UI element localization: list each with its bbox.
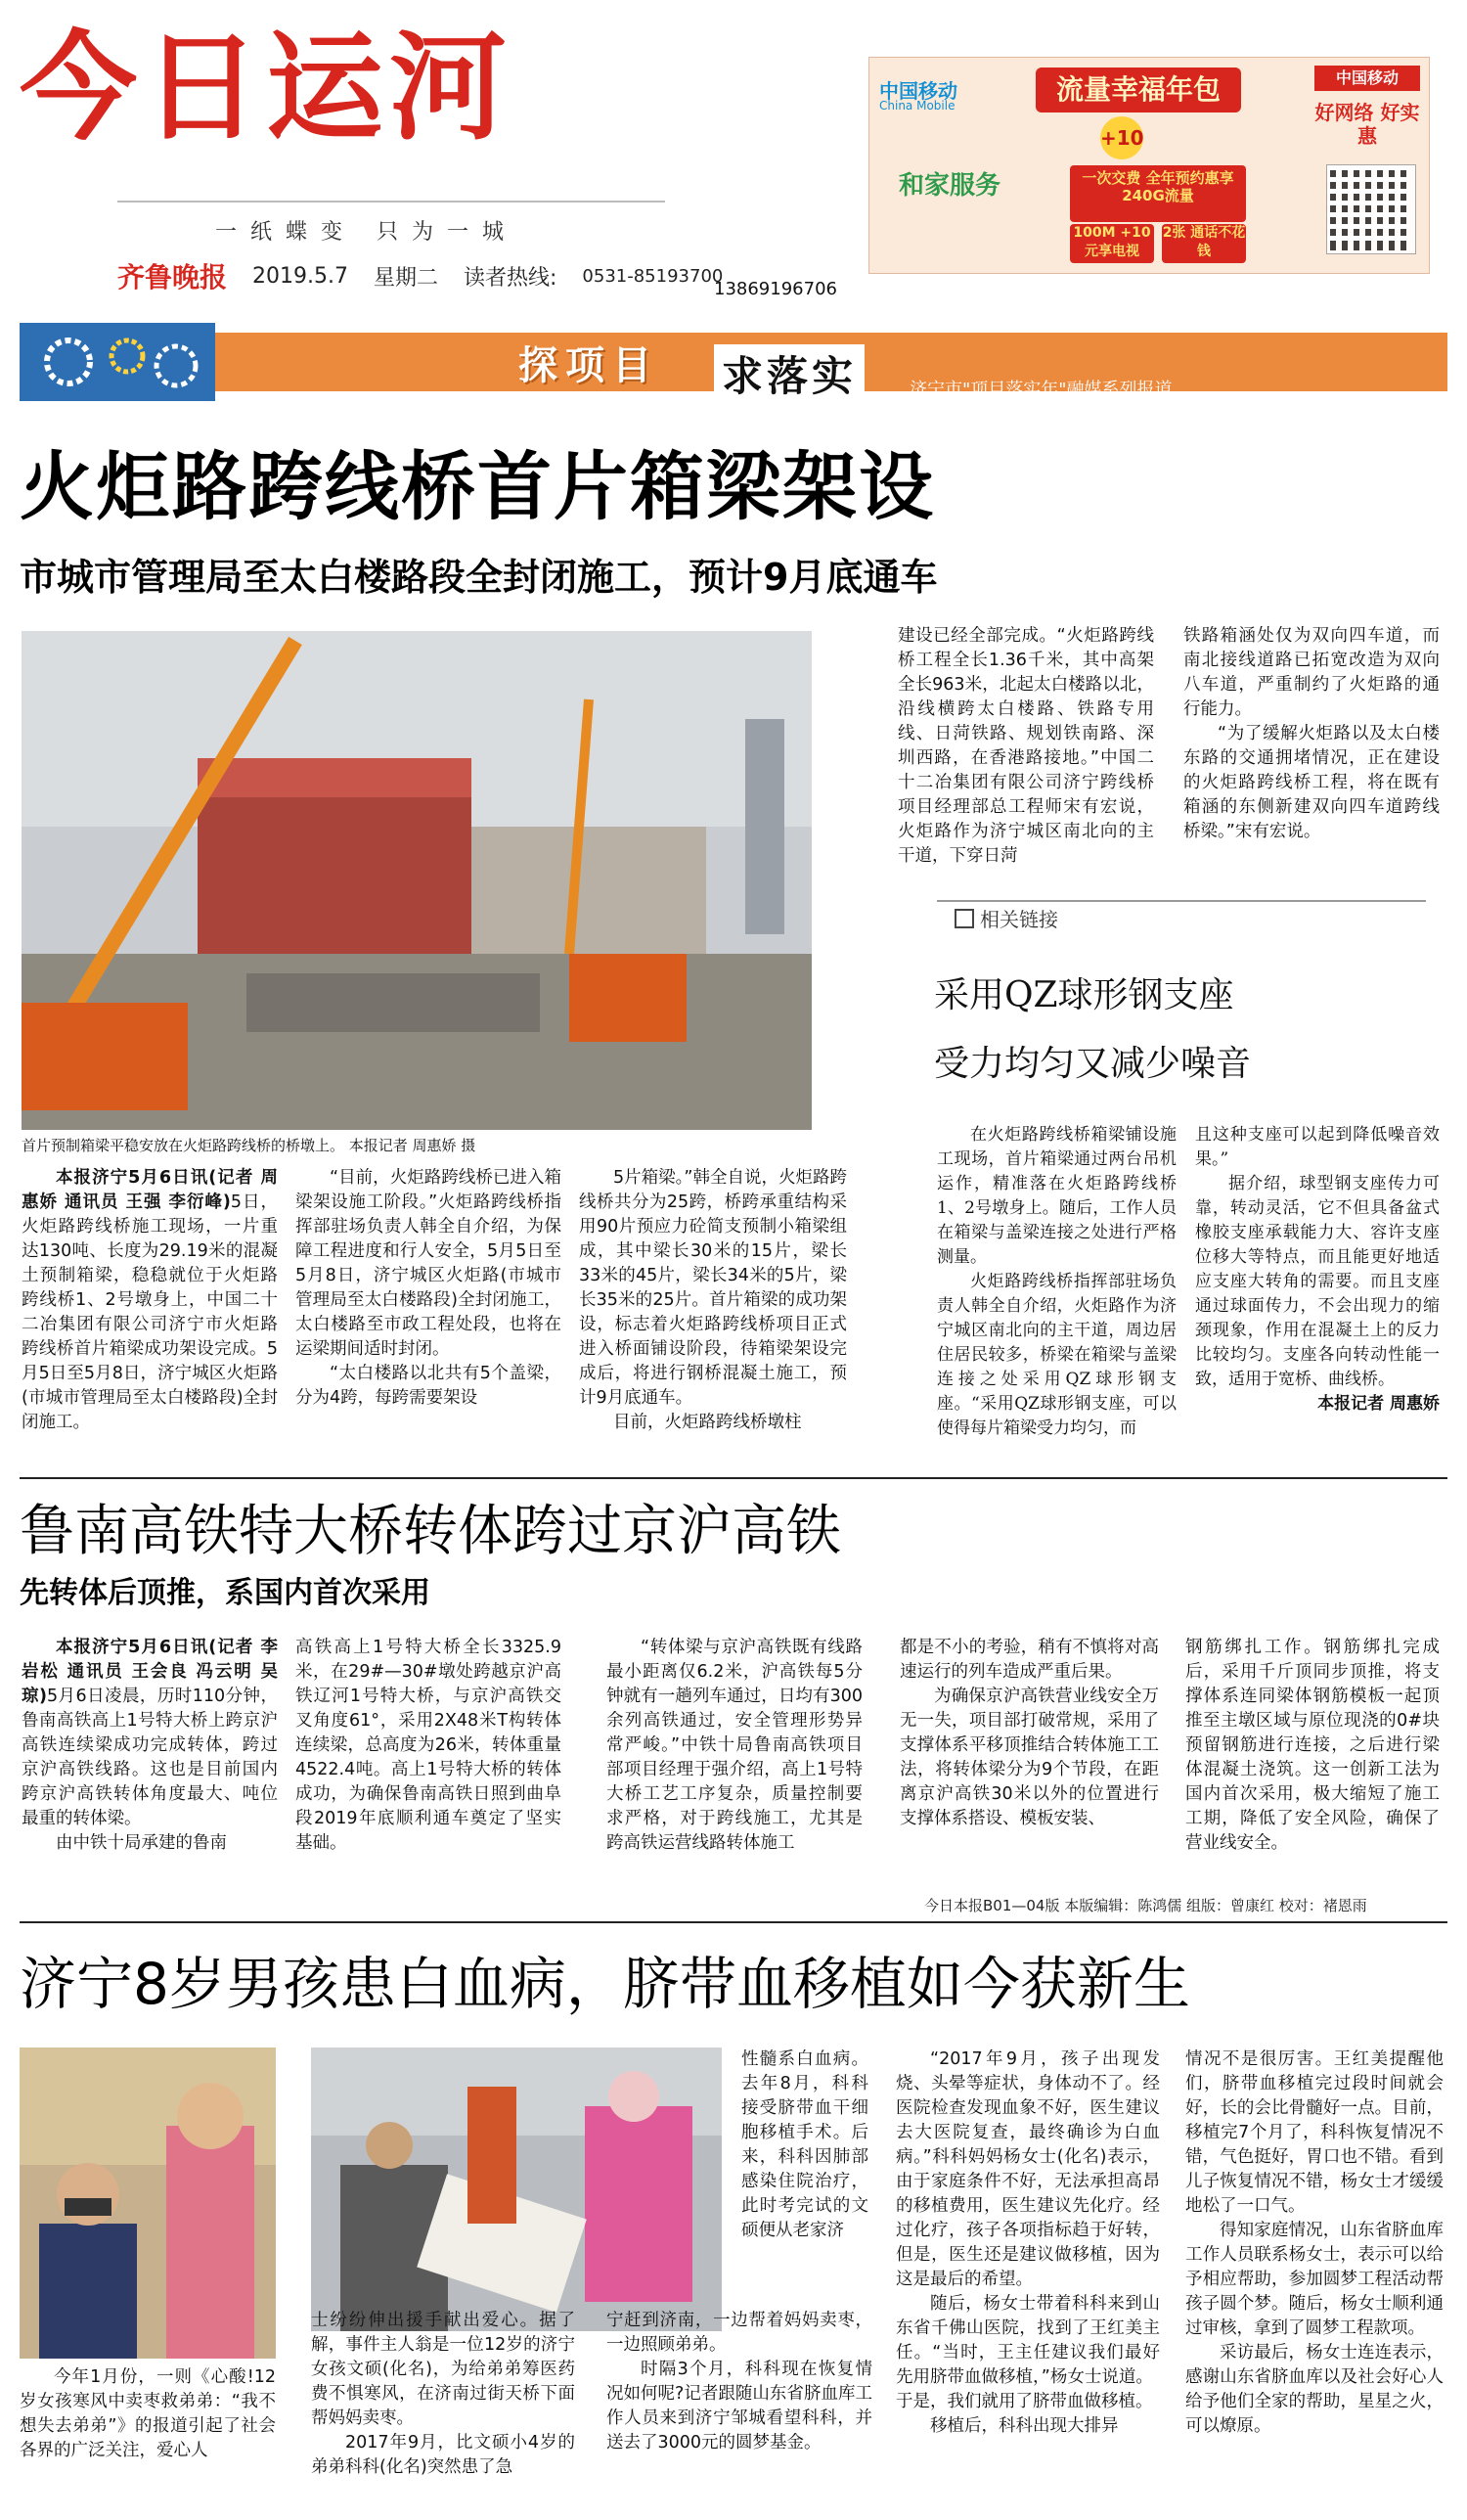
related-label (955, 904, 1058, 932)
story3-column-4 (896, 2048, 1160, 2439)
story1-headline: 火炬路跨线桥首片箱梁架设 (20, 443, 935, 530)
advertisement-banner[interactable] (868, 57, 1430, 274)
story1-col5a: 铁路箱涵处仅为双向四车道，而南北接线道路已拓宽改造为双向八车道，严重制约了火炬路的通行能力。 (1183, 626, 1440, 719)
ad-card-flow: 一次交费 全年预约惠享 240G流量 (1070, 165, 1246, 222)
story2-column-5 (1185, 1636, 1440, 1856)
related-label-text: 相关链接 (980, 908, 1058, 931)
story3-column-3b (606, 2309, 872, 2455)
story2-col1b: 由中铁十局承建的鲁南 (56, 1833, 227, 1853)
story2-col5: 钢筋绑扎工作。钢筋绑扎完成后，采用千斤顶同步顶推，将支撑体系连同梁体钢筋模板一起顶推至主墩区域与原位现浇的0#块预留钢筋进行连接，之后进行梁体混凝土浇筑。这一创新工法为国内首次采用，极大缩短了施工工期，降低了安全风险，确保了营业线安全。 (1185, 1638, 1440, 1853)
related-col2b: 据介绍，球型钢支座传力可靠，转动灵活，它不但具备盆式橡胶支座承载能力大、容许支座位移大等特点，而且能更好地适应支座大转角的需要。而且支座通过球面传力，不会出现力的缩颈现象，作用在混凝土上的反力比较均匀。支座各向转动性能一致，适用于宽桥、曲线桥。 (1195, 1174, 1440, 1389)
story3-col4d: 移植后，科科出现大排异 (930, 2416, 1119, 2436)
story1-caption: 首片预制箱梁平稳安放在火炬路跨线桥的桥墩上。 本报记者 周惠娇 摄 (22, 1137, 476, 1154)
story1-column-5 (1183, 624, 1440, 844)
story3-column-1 (20, 2365, 276, 2463)
ad-badge: +10 (1100, 116, 1143, 159)
story1-photo (22, 631, 812, 1130)
story2-headline: 鲁南高铁特大桥转体跨过京沪高铁 (20, 1500, 841, 1563)
story1-col5b: “为了缓解火炬路以及太白楼东路的交通拥堵情况，正在建设的火炬路跨线桥工程，将在既有箱涵的东侧新建双向四车道跨线桥梁。”宋有宏说。 (1183, 724, 1440, 841)
story2-col1-text: 5月6日凌晨，历时110分钟，鲁南高铁高上1号特大桥上跨京沪高铁连续梁成功完成转体，跨过京沪高铁线路。这也是目前国内跨京沪高铁转体角度最大、吨位最重的转体梁。 (22, 1687, 279, 1828)
story3-col4b: 随后，杨女士带着科科来到山东省千佛山医院，找到了王红美主任。“当时，王主任建议我们最好先用脐带血做移植，”杨女士说道。 (896, 2294, 1160, 2387)
hotline-label: 读者热线: (464, 265, 557, 291)
story1-column-4 (898, 624, 1154, 869)
gears-icon (20, 323, 215, 401)
story3-col3c: 时隔3个月，科科现在恢复情况如何呢?记者跟随山东省脐血库工作人员来到济宁邹城看望科科，并送去了3000元的圆梦基金。 (606, 2360, 872, 2452)
story3-col4a: “2017年9月，孩子出现发烧、头晕等症状，身体动不了。经医院检查发现血象不好，医生建议去大医院复查，最终确诊为白血病。”科科妈妈杨女士(化名)表示，由于家庭条件不好，无法承担高昂的移植费用，医生建议先化疗。经过化疗，孩子各项指标趋于好转，但是，医生还是建议做移植，因为这是最后的希望。 (896, 2049, 1160, 2289)
story2-col4b: 为确保京沪高铁营业线安全万无一失，项目部打破常规，采用了支撑体系平移顶推结合转体施工工法，将转体梁分为9个节段，在距离京沪高铁30米以外的位置进行支撑体系搭设、模板安装、 (900, 1687, 1159, 1828)
ad-card-sim: 2张 通话不花钱 (1162, 224, 1246, 263)
story1-col4a: 建设已经全部完成。“火炬路跨线桥工程全长1.36千米，其中高架全长963米，北起太白楼路以北，沿线横跨太白楼路、铁路专用线、日菏铁路、规划铁南路、深圳西路，在香港路接地。”中国二十二冶集团有限公司济宁跨线桥项目经理部总工程师宋有宏说，火炬路作为济宁城区南北向的主干道，下穿日菏 (898, 626, 1154, 866)
story1-column-3 (579, 1166, 847, 1435)
story1-col2b: “太白楼路以北共有5个盖梁，分为4跨，每跨需要架设 (295, 1364, 561, 1408)
story3-col3a: 性髓系白血病。去年8月，科科接受脐带血干细胞移植手术。后来，科科因肺部感染住院治疗，此时考完试的文硕便从老家济 (741, 2049, 868, 2240)
story1-col3b: 目前，火炬路跨线桥墩柱 (613, 1413, 802, 1432)
related-col1a: 在火炬路跨线桥箱梁铺设施工现场，首片箱梁通过两台吊机运作，精准落在火炬路跨线桥1、2号墩身上。随后，工作人员在箱梁与盖梁连接之处进行严格测量。 (937, 1125, 1177, 1267)
related-rule (937, 900, 1426, 902)
ad-right-slogan: 好网络 好实惠 (1314, 101, 1420, 148)
story-divider-1 (20, 1477, 1447, 1479)
hotline-number-2: 13869196706 (714, 279, 837, 299)
story3-col5c: 采访最后，杨女士连连表示，感谢山东省脐血库以及社会好心人给予他们全家的帮助，星星之火，可以燎原。 (1185, 2343, 1444, 2436)
story3-column-3 (741, 2048, 868, 2243)
story1-lead: 本报济宁5月6日讯(记者 周惠娇 通讯员 王强 李衍峰) (22, 1168, 278, 1212)
story3-col1: 今年1月份，一则《心酸!12岁女孩寒风中卖枣救弟弟：“我不想失去弟弟”》的报道引起了社会各界的广泛关注，爱心人 (20, 2367, 276, 2460)
story3-col4c: 于是，我们就用了脐带血做移植。 (896, 2392, 1153, 2411)
story1-col2a: “目前，火炬路跨线桥已进入箱梁架设施工阶段。”火炬路跨线桥指挥部驻场负责人韩全自介绍，为保障工程进度和行人安全，5月5日至5月8日，济宁城区火炬路(市城市管理局至太白楼路段)全封闭施工，太白楼路至市政工程处段，也将在运梁期间适时封闭。 (295, 1168, 561, 1359)
story3-photo-street (311, 2048, 722, 2331)
story3-col5a: 情况不是很厉害。王红美提醒他们，脐带血移植完过段时间就会好，长的会比骨髓好一点。目前，移植完7个月了，科科恢复情况不错，气色挺好，胃口也不错。看到儿子恢复情况不错，杨女士才缓缓地松了一口气。 (1185, 2049, 1444, 2216)
issue-weekday: 星期二 (373, 265, 438, 291)
ad-hejia: 和家服务 (899, 171, 1001, 201)
page-credits: 今日本报B01—04版 本版编辑：陈鸿儒 组版：曾康红 校对：褚恩雨 (924, 1897, 1367, 1914)
story2-lead: 本报济宁5月6日讯(记者 李岩松 通讯员 王会良 冯云明 吴琼) (22, 1638, 278, 1706)
story1-subhead: 市城市管理局至太白楼路段全封闭施工，预计9月底通车 (20, 556, 938, 599)
slogan-rule (117, 201, 665, 202)
link-box-icon (955, 909, 974, 928)
story2-subhead: 先转体后顶推，系国内首次采用 (20, 1576, 430, 1610)
story2-column-1 (22, 1636, 278, 1856)
story2-column-4 (900, 1636, 1159, 1831)
issue-date: 2019.5.7 (252, 263, 348, 289)
ad-title: 流量幸福年包 (1036, 68, 1241, 112)
qr-code-overlay (1327, 165, 1409, 248)
story1-col3a: 5片箱梁。”韩全自说，火炬路跨线桥共分为25跨，桥跨承重结构采用90片预应力砼简支预制小箱梁组成，其中梁长30米的15片，梁长33米的45片，梁长34米的5片，梁长35米的25片。首片箱梁的成功架设，标志着火炬路跨线桥项目正式进入桥面铺设阶段，待箱梁架设完成后，将进行钢桥混凝土施工，预计9月底通车。 (579, 1168, 847, 1408)
story1-column-2 (295, 1166, 561, 1411)
related-headline-1: 采用QZ球形钢支座 (934, 975, 1234, 1015)
story3-column-5 (1185, 2048, 1444, 2439)
ad-card-broadband: 100M +10元享电视 (1070, 224, 1154, 263)
ad-brand: 中国移动 (879, 79, 957, 103)
hotline-number-1: 0531-85193700 (582, 265, 724, 287)
story3-col3b: 宁赶到济南，一边帮着妈妈卖枣，一边照顾弟弟。 (606, 2311, 872, 2355)
story3-col2a: 士纷纷伸出援手献出爱心。据了解，事件主人翁是一位12岁的济宁女孩文硕(化名)，为给弟弟筹医药费不惧寒风，在济南过街天桥下面帮妈妈卖枣。 (311, 2311, 575, 2428)
related-col2a: 且这种支座可以起到降低噪音效果。” (1195, 1125, 1440, 1169)
ad-brand-en: China Mobile (879, 99, 956, 112)
story2-column-2 (295, 1636, 561, 1856)
story1-column-1 (22, 1166, 278, 1435)
story-divider-2 (20, 1921, 1447, 1923)
story2-col4: 都是不小的考验，稍有不慎将对高速运行的列车造成严重后果。 (900, 1638, 1159, 1682)
section-kicker-2: 求落实 (714, 344, 865, 403)
related-headline-2: 受力均匀又减少噪音 (934, 1044, 1252, 1084)
masthead-slogan: 一纸蝶变 只为一城 (215, 220, 517, 245)
story2-column-3 (606, 1636, 863, 1856)
related-byline: 本报记者 周惠娇 (1317, 1394, 1440, 1414)
story3-col2b: 2017年9月，比文硕小4岁的弟弟科科(化名)突然患了急 (311, 2433, 575, 2477)
story2-col2: 高铁高上1号特大桥全长3325.9米，在29#—30#墩处跨越京沪高铁辽河1号特大桥，与京沪高铁交叉角度61°，采用2X48米T构转体连续梁，总高度为26米，转体重量4522.4吨。高上1号特大桥的转体成功，为确保鲁南高铁日照到曲阜段2019年底顺利通车奠定了坚实基础。 (295, 1638, 561, 1853)
story3-photo-family (20, 2048, 276, 2359)
related-col1b: 火炬路跨线桥指挥部驻场负责人韩全自介绍，火炬路作为济宁城区南北向的主干道，周边居住居民较多，桥梁在箱梁与盖梁连接之处采用QZ球形钢支座。“采用QZ球形钢支座，可以使得每片箱梁受力均匀，而 (937, 1272, 1177, 1438)
story2-col3: “转体梁与京沪高铁既有线路最小距离仅6.2米，沪高铁每5分钟就有一趟列车通过，日均有300余列高铁通过，安全管理形势异常严峻。”中铁十局鲁南高铁项目部项目经理于强介绍，高上1号特大桥工艺工序复杂，质量控制要求严格，对于跨线施工，尤其是跨高铁运营线路转体施工 (606, 1638, 863, 1853)
section-kicker-1: 探项目 (518, 342, 659, 388)
story3-col5b: 得知家庭情况，山东省脐血库工作人员联系杨女士，表示可以给予相应帮助，参加圆梦工程活动帮孩子圆个梦。随后，杨女士顺利通过审核，拿到了圆梦工程款项。 (1185, 2221, 1444, 2338)
story3-headline: 济宁8岁男孩患白血病，脐带血移植如今获新生 (20, 1951, 1190, 2017)
masthead-brand: 今日运河 (20, 19, 512, 157)
series-note: 济宁市"项目落实年"融媒系列报道 (910, 380, 1173, 400)
related-column-2 (1195, 1123, 1440, 1417)
ad-right-brand: 中国移动 (1314, 66, 1420, 91)
story3-column-2 (311, 2309, 575, 2480)
masthead-meta (117, 256, 723, 295)
story1-col1-text: 5日，火炬路跨线桥施工现场，一片重达130吨、长度为29.19米的混凝土预制箱梁，稳稳就位于火炬路跨线桥1、2号墩身上，中国二十二冶集团有限公司济宁市火炬路跨线桥首片箱梁成功架设完成。5月5日至5月8日，济宁城区火炬路(市城市管理局至太白楼路段)全封闭施工。 (22, 1192, 278, 1432)
parent-paper-logo: 齐鲁晚报 (117, 261, 228, 293)
related-column-1 (937, 1123, 1177, 1441)
